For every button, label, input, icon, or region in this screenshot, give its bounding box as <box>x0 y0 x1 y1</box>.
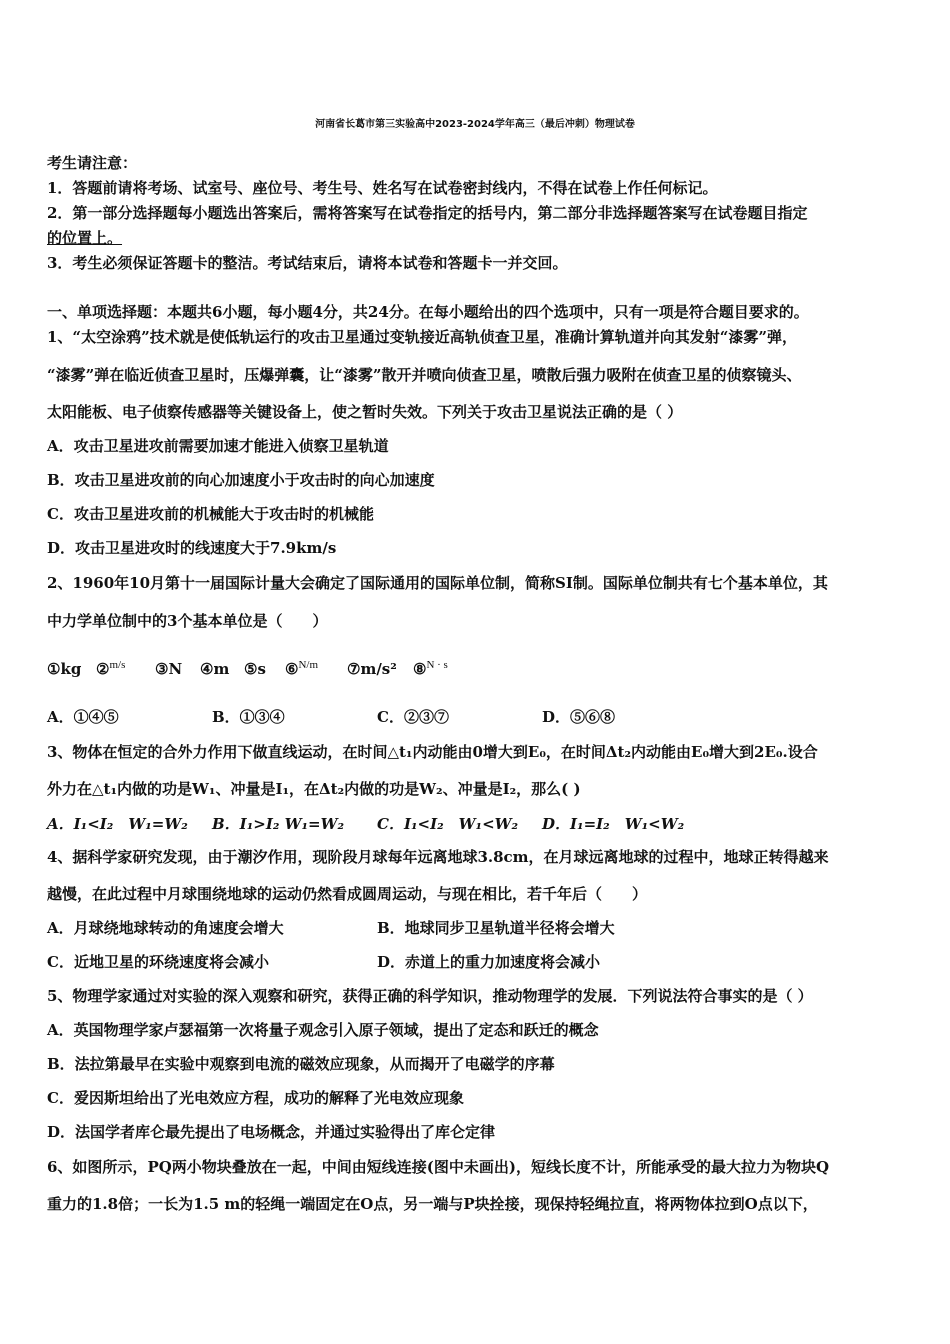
q2-unit-2-formula: m/s <box>109 659 126 671</box>
q3-option-b-text: B．I₁>I₂ W₁=W₂ <box>212 815 345 833</box>
q2-unit-8 <box>413 659 448 681</box>
exam-title: 河南省长葛市第三实验高中2023-2024学年高三（最后冲刺）物理试卷 <box>315 119 635 130</box>
section-heading: 一、单项选择题：本题共6小题，每小题4分，共24分。在每小题给出的四个选项中，只有一项是符合题目要求的。 <box>47 303 809 321</box>
q2-unit-6-formula: N/m <box>298 659 319 671</box>
q6-stem-line-1: 6、如图所示，PQ两小物块叠放在一起，中间由短线连接(图中未画出)，短线长度不计，所能承受的最大拉力为物块Q <box>47 1158 830 1176</box>
q2-unit-8-label: ⑧ <box>413 660 427 678</box>
q5-option-b: B．法拉第最早在实验中观察到电流的磁效应现象，从而揭开了电磁学的序幕 <box>47 1055 555 1073</box>
q4-option-c: C．近地卫星的环绕速度将会减小 <box>47 953 269 971</box>
notice-line-3-text: 的位置上。 <box>47 229 123 247</box>
q2-option-c: C．②③⑦ <box>377 708 449 726</box>
notice-heading: 考生请注意： <box>47 154 138 172</box>
notice-line-1: 1．答题前请将考场、试室号、座位号、考生号、姓名写在试卷密封线内，不得在试卷上作任何标记。 <box>47 179 718 197</box>
q3-option-d-text: D．I₁=I₂ W₁<W₂ <box>542 815 685 833</box>
q3-option-c <box>377 814 518 834</box>
q1-stem-line-3: 太阳能板、电子侦察传感器等关键设备上，使之暂时失效。下列关于攻击卫星说法正确的是（ ） <box>47 403 683 421</box>
q2-unit-6-label: ⑥ <box>285 660 299 678</box>
q4-stem-line-1: 4、据科学家研究发现，由于潮汐作用，现阶段月球每年远离地球3.8cm，在月球远离地球的过程中，地球正转得越来 <box>47 848 829 866</box>
q1-stem-line-1: 1、“太空涂鸦”技术就是使低轨运行的攻击卫星通过变轨接近高轨侦查卫星，准确计算轨道并向其发射“漆雾”弹， <box>47 328 797 346</box>
q5-option-c: C．爱因斯坦给出了光电效应方程，成功的解释了光电效应现象 <box>47 1089 464 1107</box>
q2-unit-3: ③N <box>155 660 183 678</box>
q2-unit-1: ①kg <box>47 660 82 678</box>
q5-stem: 5、物理学家通过对实验的深入观察和研究，获得正确的科学知识，推动物理学的发展．下列说法符合事实的是（ ） <box>47 987 813 1005</box>
q2-unit-4: ④m <box>200 660 230 678</box>
q3-option-a <box>47 814 188 834</box>
q2-unit-5: ⑤s <box>244 660 266 678</box>
q4-option-b: B．地球同步卫星轨道半径将会增大 <box>377 919 615 937</box>
q2-stem-line-2: 中力学单位制中的3个基本单位是（ ） <box>47 612 328 630</box>
q1-option-b: B．攻击卫星进攻前的向心加速度小于攻击时的向心加速度 <box>47 471 435 489</box>
q2-option-d: D．⑤⑥⑧ <box>542 708 616 726</box>
q2-option-b: B．①③④ <box>212 708 285 726</box>
q1-option-d: D．攻击卫星进攻时的线速度大于7.9km/s <box>47 539 337 557</box>
q2-unit-6 <box>285 659 318 681</box>
q6-stem-line-2: 重力的1.8倍；一长为1.5 m的轻绳一端固定在O点，另一端与P块拴接，现保持轻绳拉直，将两物体拉到O点以下， <box>47 1195 818 1213</box>
q1-stem-line-2: “漆雾”弹在临近侦查卫星时，压爆弹囊，让“漆雾”散开并喷向侦查卫星，喷散后强力吸附在侦查卫星的侦察镜头、 <box>47 366 802 384</box>
q2-option-a: A．①④⑤ <box>47 708 119 726</box>
q2-unit-7: ⑦m/s² <box>347 660 397 678</box>
q5-option-a: A．英国物理学家卢瑟福第一次将量子观念引入原子领域，提出了定态和跃迁的概念 <box>47 1021 599 1039</box>
q1-option-a: A．攻击卫星进攻前需要加速才能进入侦察卫星轨道 <box>47 437 389 455</box>
q1-option-c: C．攻击卫星进攻前的机械能大于攻击时的机械能 <box>47 505 374 523</box>
q5-option-d: D．法国学者库仑最先提出了电场概念，并通过实验得出了库仑定律 <box>47 1123 496 1141</box>
q3-stem-line-2: 外力在△t₁内做的功是W₁、冲量是I₁，在Δt₂内做的功是W₂、冲量是I₂，那么( ) <box>47 780 581 798</box>
q4-option-d: D．赤道上的重力加速度将会减小 <box>377 953 601 971</box>
q2-stem-line-1: 2、1960年10月第十一届国际计量大会确定了国际通用的国际单位制，简称SI制。国际单位制共有七个基本单位，其 <box>47 574 828 592</box>
q2-unit-8-formula: N · s <box>426 659 448 671</box>
q3-option-a-text: A．I₁<I₂ W₁=W₂ <box>47 815 188 833</box>
notice-line-2: 2．第一部分选择题每小题选出答案后，需将答案写在试卷指定的括号内，第二部分非选择题答案写在试卷题目指定 <box>47 204 808 222</box>
q2-unit-2 <box>96 659 125 681</box>
notice-line-4: 3．考生必须保证答题卡的整洁。考试结束后，请将本试卷和答题卡一并交回。 <box>47 254 568 272</box>
q3-option-d <box>542 814 684 834</box>
q3-option-b <box>212 814 344 834</box>
notice-line-3 <box>47 228 122 248</box>
q4-stem-line-2: 越慢，在此过程中月球围绕地球的运动仍然看成圆周运动，与现在相比，若千年后（ ） <box>47 885 648 903</box>
q3-option-c-text: C．I₁<I₂ W₁<W₂ <box>377 815 519 833</box>
q2-unit-2-label: ② <box>96 660 110 678</box>
q3-stem-line-1: 3、物体在恒定的合外力作用下做直线运动，在时间△t₁内动能由0增大到E₀，在时间Δt₂内动能由E₀增大到2E₀.设合 <box>47 743 818 761</box>
q4-option-a: A．月球绕地球转动的角速度会增大 <box>47 919 284 937</box>
